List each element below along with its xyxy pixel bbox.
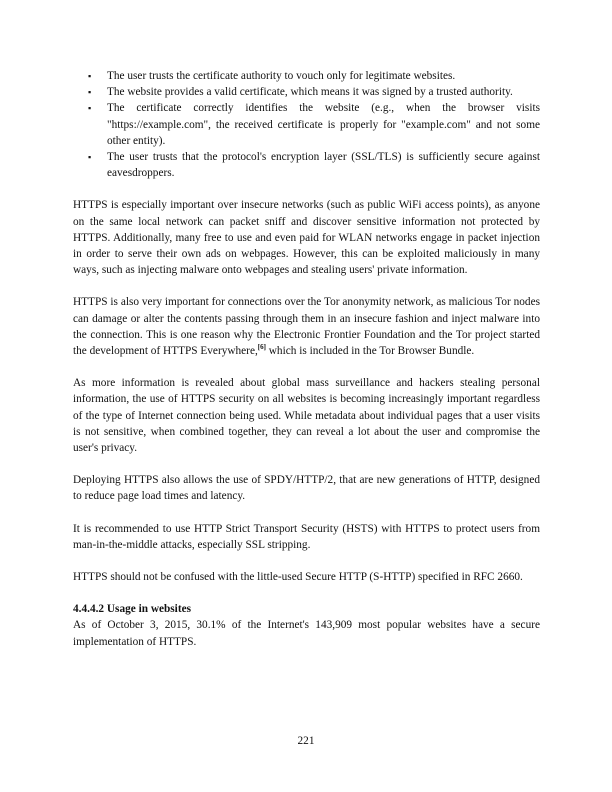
list-item [73,100,540,149]
bullet-icon: ▪ [88,87,92,98]
bullet-icon: ▪ [88,71,92,81]
trust-conditions-list [73,68,540,181]
paragraph-usage: As of October 3, 2015, 30.1% of the Internet's 143,909 most popular websites have a secure implementation of HTTPS. [73,619,540,648]
paragraph-text: which is included in the Tor Browser Bundle. [265,345,475,358]
document-page [73,68,540,650]
paragraph-hsts: It is recommended to use HTTP Strict Transport Security (HSTS) with HTTPS to protect users from man-in-the-middle attacks, especially SSL stripping. [73,522,540,551]
list-item [73,68,540,84]
paragraph-tor-network [73,294,540,359]
bullet-icon: ▪ [88,103,92,114]
page-number: 221 [297,735,315,747]
paragraph-s-http: HTTPS should not be confused with the little-used Secure HTTP (S-HTTP) specified in RFC 2660. [73,571,523,584]
paragraph-insecure-networks: HTTPS is especially important over insecure networks (such as public WiFi access points), as anyone on the same local network can packet sniff and discover sensitive information not protected by HTTPS. Additionally, many free to use and even paid for WLAN networks engage in packet injection in order to serve their own ads on webpages. However, this can be exploited maliciously in many ways, such as injecting malware onto webpages and stealing users' private information. [73,199,540,277]
paragraph-mass-surveillance: As more information is revealed about global mass surveillance and hackers stealing personal information, the use of HTTPS security on all websites is becoming increasingly important regardless of the type of Internet connection being used. While metadata about individual pages that a user visits is not sensitive, when combined together, they can reveal a lot about the user and compromise the user's privacy. [73,377,540,455]
list-item-text: The website provides a valid certificate, which means it was signed by a trusted authority. [107,86,513,99]
citation-reference[interactable]: [6] [257,343,266,352]
bullet-icon: ▪ [88,152,92,163]
paragraph-spdy: Deploying HTTPS also allows the use of SPDY/HTTP/2, that are new generations of HTTP, designed to reduce page load times and latency. [73,474,540,503]
list-item-text: The user trusts the certificate authority to vouch only for legitimate websites. [107,70,456,82]
section-heading: 4.4.4.2 Usage in websites [73,603,191,616]
list-item [73,149,540,181]
list-item [73,84,540,100]
paragraph-text: HTTPS is also very important for connections over the Tor anonymity network, as malicious Tor nodes can damage or alter the contents passing through them in an insecure fashion and inject malware into the connection. This is one reason why the Electronic Frontier Foundation and the Tor project started the development of HTTPS Everywhere, [73,296,540,358]
list-item-text: The user trusts that the protocol's encryption layer (SSL/TLS) is sufficiently secure against eavesdroppers. [107,151,540,180]
list-item-text: The certificate correctly identifies the website (e.g., when the browser visits "https://example.com", the received certificate is properly for "example.com" and not some other entity). [107,102,540,147]
